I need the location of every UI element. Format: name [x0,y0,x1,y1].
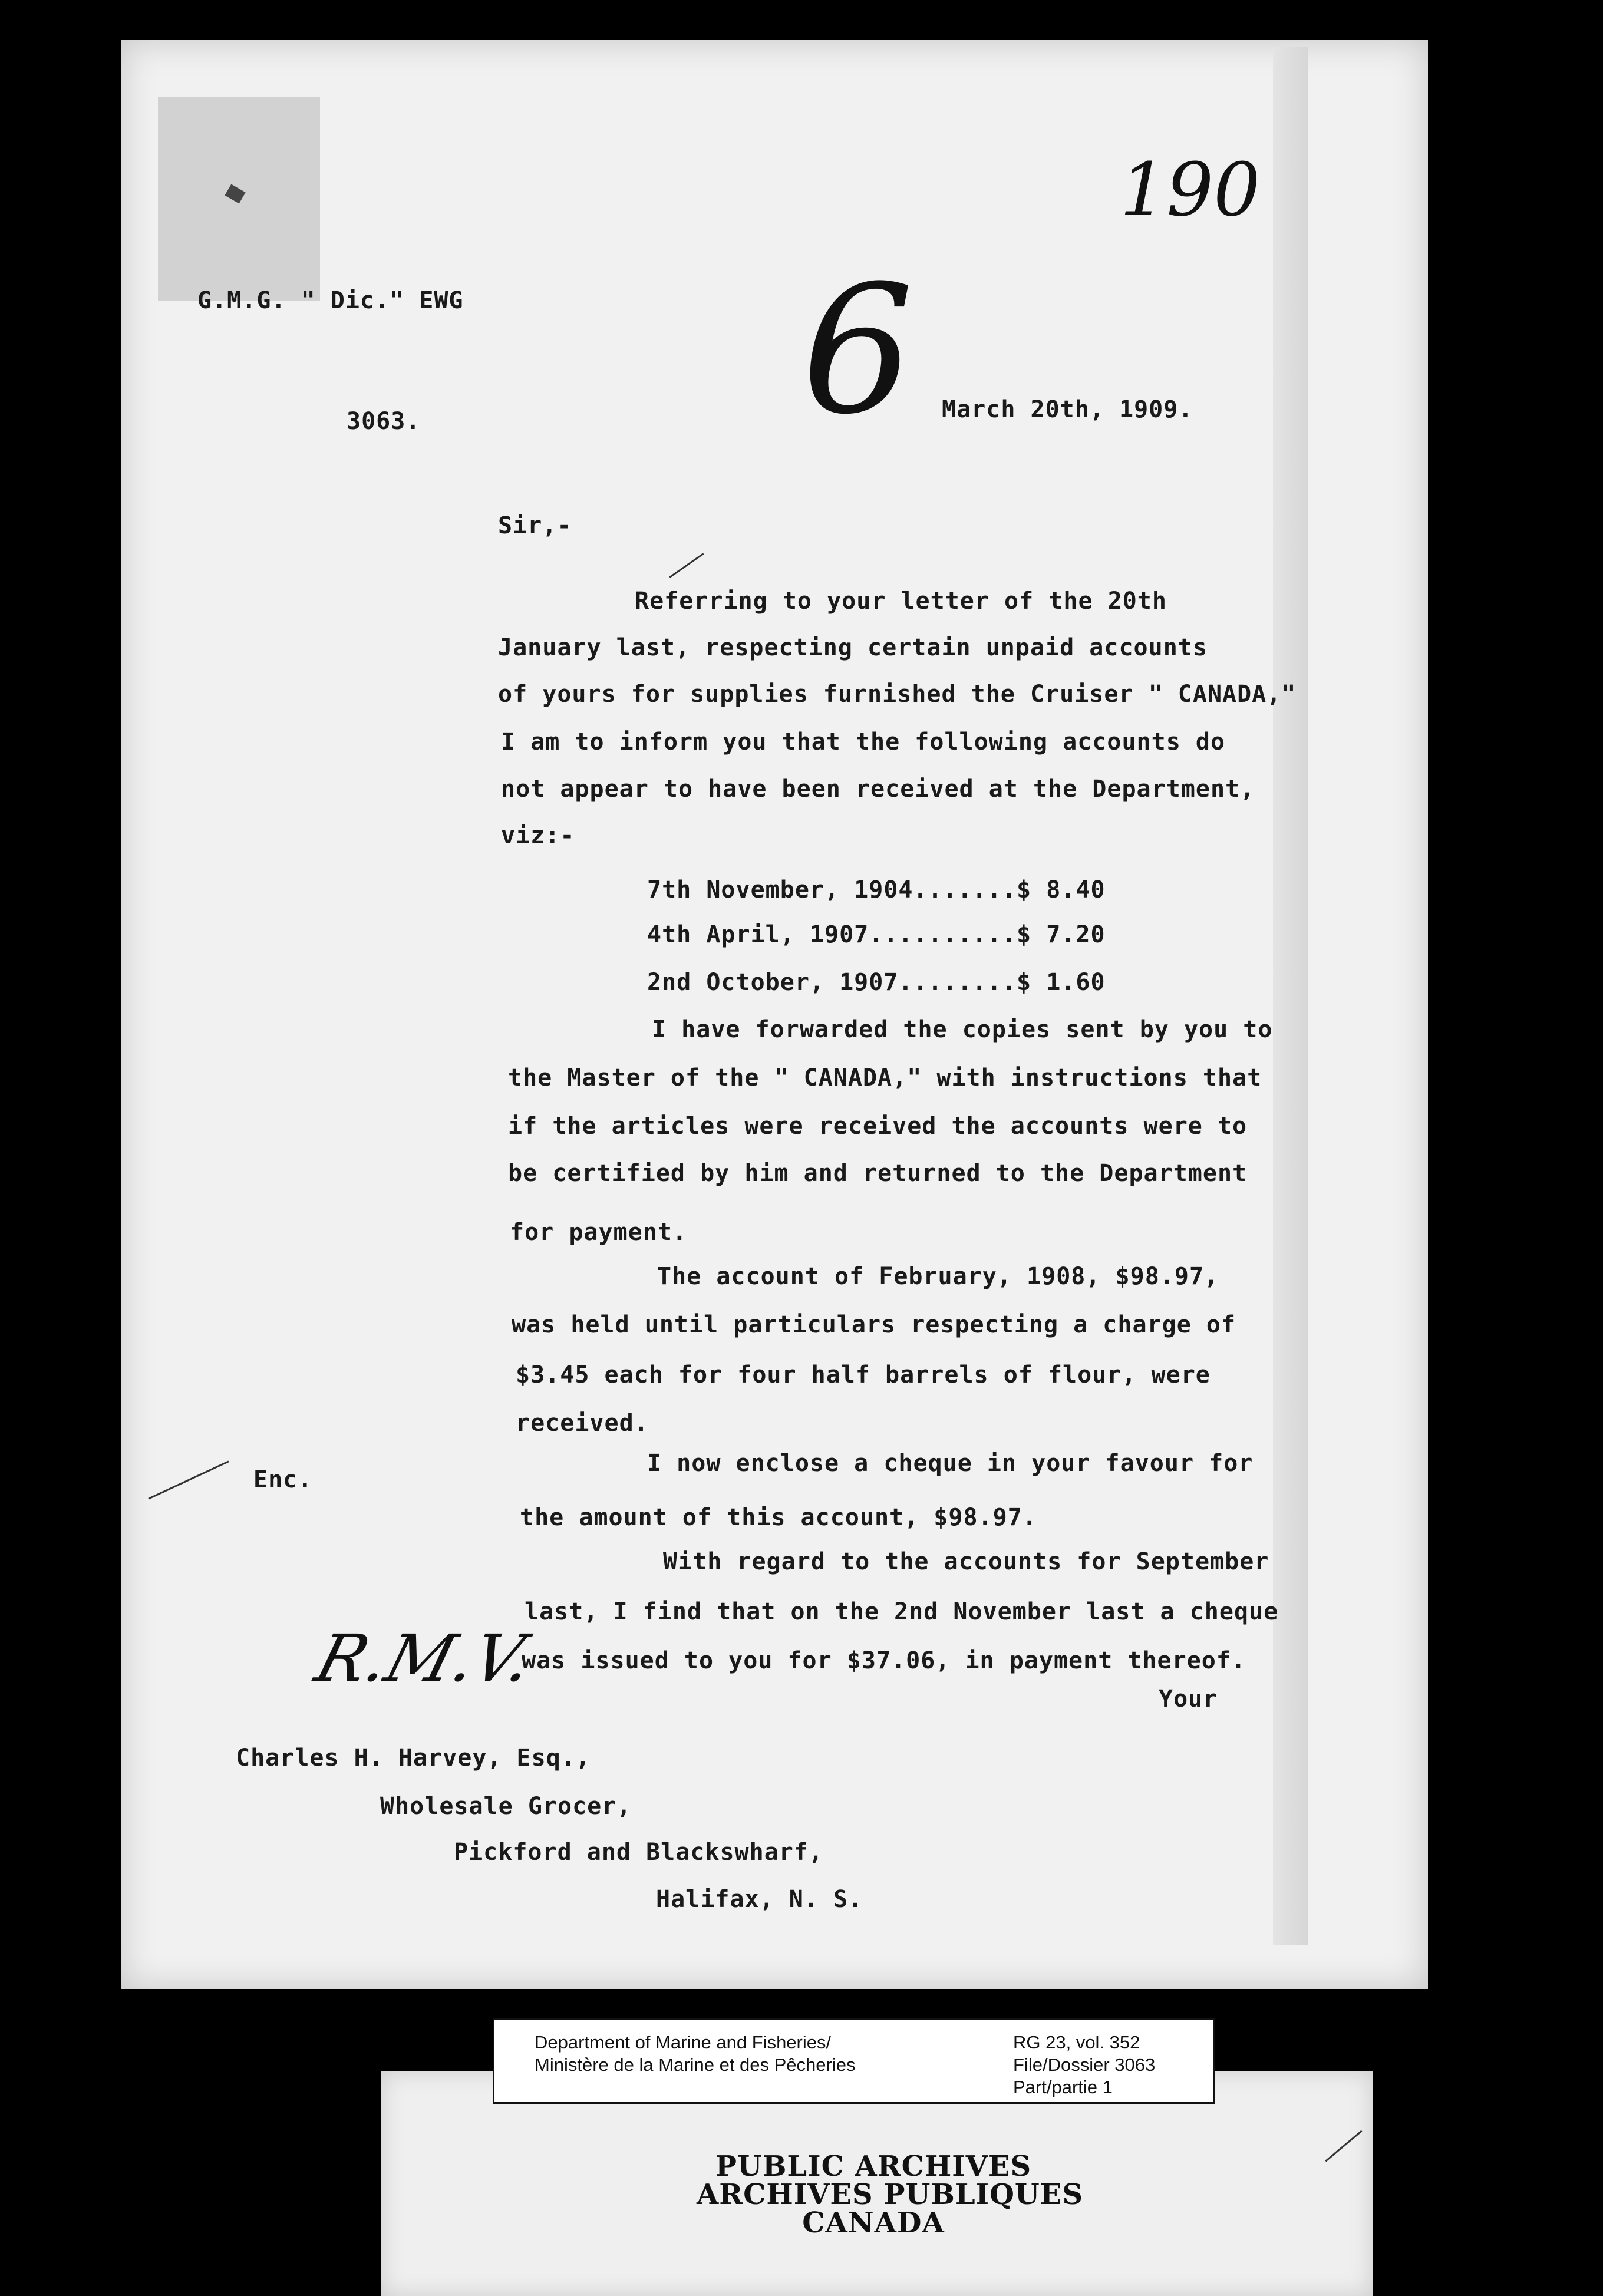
body-line: be certified by him and returned to the Department [508,1160,1248,1187]
body-line: The account of February, 1908, $98.97, [657,1263,1219,1290]
department-line: Department of Marine and Fisheries/ [535,2032,832,2053]
body-line: not appear to have been received at the Department, [501,776,1255,803]
body-line: of yours for supplies furnished the Cruiser " CANADA," [498,681,1297,708]
body-line: I am to inform you that the following accounts do [501,728,1226,756]
reference-line: Part/partie 1 [1013,2077,1113,2097]
account-item: 2nd October, 1907........$ 1.60 [647,969,1106,996]
handwritten-initials: R.M.V. [308,1621,541,1696]
body-line: Referring to your letter of the 20th [635,588,1167,615]
account-item: 7th November, 1904.......$ 8.40 [647,876,1106,903]
body-line: was issued to you for $37.06, in payment thereof. [522,1647,1246,1674]
file-number: 3063. [347,408,421,435]
department-line: Ministère de la Marine et des Pêcheries [535,2054,856,2075]
stamp-line: ARCHIVES PUBLIQUES [697,2178,1083,2211]
body-line: January last, respecting certain unpaid accounts [498,634,1208,661]
letter-page [121,40,1428,1989]
closing-word: Your [1159,1685,1218,1713]
salutation: Sir,- [498,512,572,539]
archive-reference-label [493,2018,1215,2104]
body-line: I now enclose a cheque in your favour for [647,1450,1254,1477]
account-item: 4th April, 1907..........$ 7.20 [647,921,1106,948]
address-street: Pickford and Blackswharf, [454,1839,824,1866]
address-city: Halifax, N. S. [656,1886,863,1913]
handwritten-mark: 6 [802,248,914,453]
address-name: Charles H. Harvey, Esq., [236,1744,591,1772]
letter-date: March 20th, 1909. [942,396,1193,423]
body-line: if the articles were received the accounts were to [508,1113,1248,1140]
enclosure-note: Enc. [253,1466,313,1493]
body-line: the Master of the " CANADA," with instructions that [508,1064,1262,1091]
body-line: was held until particulars respecting a charge of [512,1311,1236,1338]
stamp-line: CANADA [802,2206,945,2239]
address-occupation: Wholesale Grocer, [380,1793,632,1820]
reference-line: RG 23, vol. 352 [1013,2032,1140,2053]
body-line: for payment. [510,1219,687,1246]
body-line: I have forwarded the copies sent by you to [652,1016,1273,1043]
body-line: received. [516,1410,649,1437]
body-line: last, I find that on the 2nd November last a cheque [525,1598,1279,1625]
handwritten-page-number: 190 [1120,147,1261,233]
body-line: the amount of this account, $98.97. [520,1504,1037,1531]
body-line: $3.45 each for four half barrels of flour, were [516,1361,1211,1388]
reference-line: File/Dossier 3063 [1013,2054,1156,2075]
public-archives-stamp [697,2150,1083,2239]
stamp-line: PUBLIC ARCHIVES [715,2150,1032,2183]
page-edge-shadow [1273,47,1308,1945]
dictation-header: G.M.G. " Dic." EWG [197,287,464,314]
body-line: With regard to the accounts for September [663,1548,1269,1575]
body-line: viz:- [501,822,575,849]
